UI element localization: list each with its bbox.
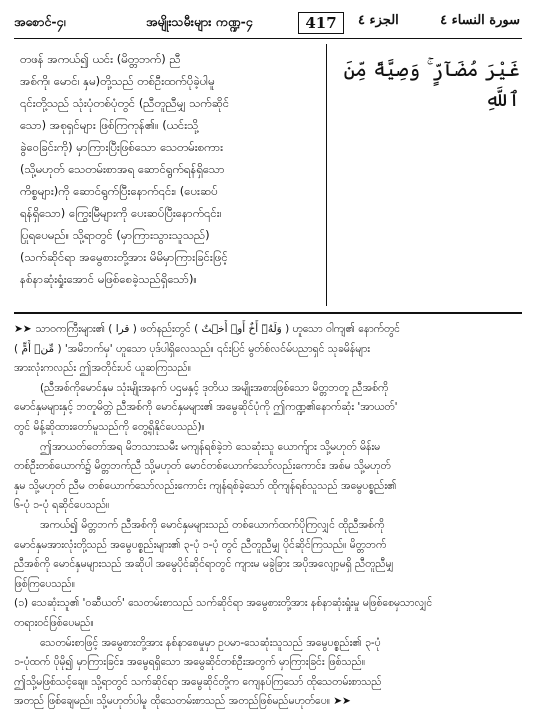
commentary-line: တစ်ဦးတစ်ယောက်၌ မိတ္တဘက်ညီ သို့မဟုတ် မောင်တစ်ယောက်သော်လည်းကောင်း၊ အစ်မ သို့မဟုတ် xyxy=(14,460,391,473)
footnote-line: (၁) သေဆုံးသူ၏ 'ဝဆီယတ်' သေတမ်းစာသည် သက်ဆိုင်ရာ အမွေစားတို့အား နစ်နာဆုံးရှုံးမှု မဖြစ်စေမှသာလျှင် xyxy=(14,597,433,610)
commentary-line: မောင်နှမအားလုံးတို့သည် အမွေပစ္စည်းများ၏ ၃-ပုံ ၁-ပုံ တွင် ညီတူညီမျှ ပိုင်ဆိုင်ကြသည်။ မိတ္တဘက် xyxy=(14,538,387,551)
commentary-line: ၆-ပုံ ၁-ပုံ ရဆိုင်ပေသည်။ xyxy=(14,499,110,512)
arabic-verse: غَيْرَ مُضَآرٍّ ۚ وَصِيَّةً مِّنَ ٱللَّهِ xyxy=(343,57,520,111)
translation-line: ၎င်းတို့သည် သုံးပုံတစ်ပုံတွင် (ညီတူညီမျှ သက်ဆိုင် xyxy=(20,96,230,110)
translation-line: ခွဲဝေခြင်းကို) မှာကြားပြီးဖြစ်သော သေတမ်းစကား xyxy=(20,140,224,154)
commentary-line: တွင် မိန့်ဆိုထားတော်မူသည်ကို တွေ့ရှိနိုင်ပေသည်)။ xyxy=(14,420,205,433)
commentary-line: ၁-ပုံထက် ပိုမို၍ မှာကြားခြင်း၊ အမွေရရှိသော အမွေဆိုင်တစ်ဦးအတွက် မှာကြားခြင်း ဖြစ်သည်။ xyxy=(14,656,366,669)
commentary-block xyxy=(14,320,522,712)
section-separator xyxy=(14,312,522,314)
commentary-line: တရားဝင်ဖြစ်ပေမည်။ xyxy=(14,616,94,629)
translation-line: ကိစ္စများ)ကို ဆောင်ရွက်ပြီးနောက်၎င်း၊ (ပေးဆပ် xyxy=(20,184,218,198)
commentary-line: (ညီအစ်ကိုမောင်နှမ သုံးမျိုးအနက် ပဌမနှင့် ဒုတိယ အမျိုးအစားဖြစ်သော မိတ္တဘတူ ညီအစ်ကို xyxy=(40,381,389,394)
volume-label: အစောင်-၄၊ xyxy=(14,14,66,29)
translation-line: ရန်ရှိသော) ကြွေးမြီများကို ပေးဆပ်ပြီးနောက်၎င်း၊ xyxy=(20,206,222,220)
translation-line: အစ်ကို၊ မောင်၊ နှမ)တို့သည် တစ်ဦးထက်ပိုခဲ့ပါမူ xyxy=(20,74,215,88)
commentary-line: အကယ်၍ မိတ္တဘက် ညီအစ်ကို မောင်နှမများသည် တစ်ယောက်ထက်ပိုကြလျှင် ထိုညီအစ်ကို xyxy=(40,518,385,531)
quran-page xyxy=(14,8,522,708)
section-label: အမျိုးသမီးများ ကဏ္ဍ-၄ xyxy=(146,14,253,29)
translation-line: (သို့မဟုတ် သေတမ်းစာအရ ဆောင်ရွက်ရန်ရှိသော xyxy=(20,162,225,176)
commentary-line: သေတမ်းစာဖြင့် အမွေစားတို့အား နစ်နာစေမှုမှာ ဥပမာ-သေဆုံးသူသည် အမွေပစ္စည်း၏ ၃-ပုံ xyxy=(40,636,381,649)
surah-label: سورة النساء ٤ xyxy=(440,13,520,28)
translation-line: သော) အစုရှင်များ ဖြစ်ကြကုန်၏။ (ယင်းသို့ xyxy=(20,118,199,132)
commentary-line: ညီအစ်ကို မောင်နှမများသည် အဆိုပါ အမွေပိုင်ဆိုင်ရာတွင် ကျားမ မခွဲခြား အပိုအလျော့မရှိ ညီတူညီမျှ xyxy=(14,558,394,571)
page-number: 417 xyxy=(298,12,344,34)
translation-line: (သက်ဆိုင်ရာ အမွေစားတို့အား မိမိမှာကြားခြင်းဖြင့် xyxy=(20,250,228,264)
arrow-icon: ➤➤ xyxy=(14,323,32,335)
commentary-line: ဤသို့မဖြစ်သင့်ချေ။ သို့ရာတွင် သက်ဆိုင်ရာ အမွေဆိုင်တို့က ကျေနပ်ကြသော် ထိုသေတမ်းစာသည် xyxy=(14,675,382,688)
juz-label: الجزء ٤ xyxy=(358,13,399,28)
translation-block xyxy=(20,48,316,290)
translation-line: နစ်နာဆုံးရှုံးအောင် မဖြစ်စေခဲ့သည်ရှိသော်)။ xyxy=(20,272,197,286)
commentary-line: အားလုံးကလည်း ဤအတိုင်းပင် ယူဆကြသည်။ xyxy=(14,362,191,375)
translation-line: ပြုရပေမည်။ သို့ရာတွင် (မှာကြားသွားသူသည်) xyxy=(20,228,210,242)
arrow-icon: ➤➤ xyxy=(333,695,351,708)
running-header xyxy=(14,8,522,39)
commentary-line: ( مِّنۡ أُمٍّ ) 'အမိဘက်မှ' ဟူသော ပုဒ်ပါရှိလေသည်။ ၎င်းပြင် မွတ်စ်လင်မ်ပညာရှင် သုခမိန်များ xyxy=(14,342,370,355)
commentary-line: အတည် ဖြစ်ချေမည်။ သို့မဟုတ်ပါမူ ထိုသေတမ်းစာသည် အတည်ဖြစ်မည်မဟုတ်ပေ။ ➤➤ xyxy=(14,695,351,708)
commentary-line: ➤➤ သာဝကကြီးများ၏ ( قرا ) ဖတ်နည်းတွင် ( وَلَهُۥٓ أَخٌ أَوۡ أُخۡتٌ ) ဟူသော ဝါကျ၏ နောက်တွင် xyxy=(14,323,401,335)
column-divider xyxy=(326,44,327,306)
commentary-line: ဖြစ်ကြပေသည်။ xyxy=(14,577,75,590)
commentary-line: နှမ သို့မဟုတ် ညီမ တစ်ယောက်သော်လည်းကောင်း ကျန်ရစ်ခဲ့သော် ထိုကျန်ရစ်သူသည် အမွေပစ္စည်း၏ xyxy=(14,479,397,492)
commentary-line: ဤအာယတ်တော်အရ မိဘသားသမီး မကျန်ရစ်ခဲ့ဘဲ သေဆုံးသူ ယောက်ျား သို့မဟုတ် မိန်းမ xyxy=(40,440,381,453)
translation-line: တဖန် အကယ်၍ ယင်း (မိတ္တဘက်) ညီ xyxy=(20,52,181,66)
commentary-line: မောင်နှမများနှင့် ဘတူမိတ္တဲ ညီအစ်ကို မောင်နှမများ၏ အမွေဆိုင်ပုံကို ဤကဏ္ဍ၏နောက်ဆုံး 'အာယတ်' xyxy=(14,401,398,414)
